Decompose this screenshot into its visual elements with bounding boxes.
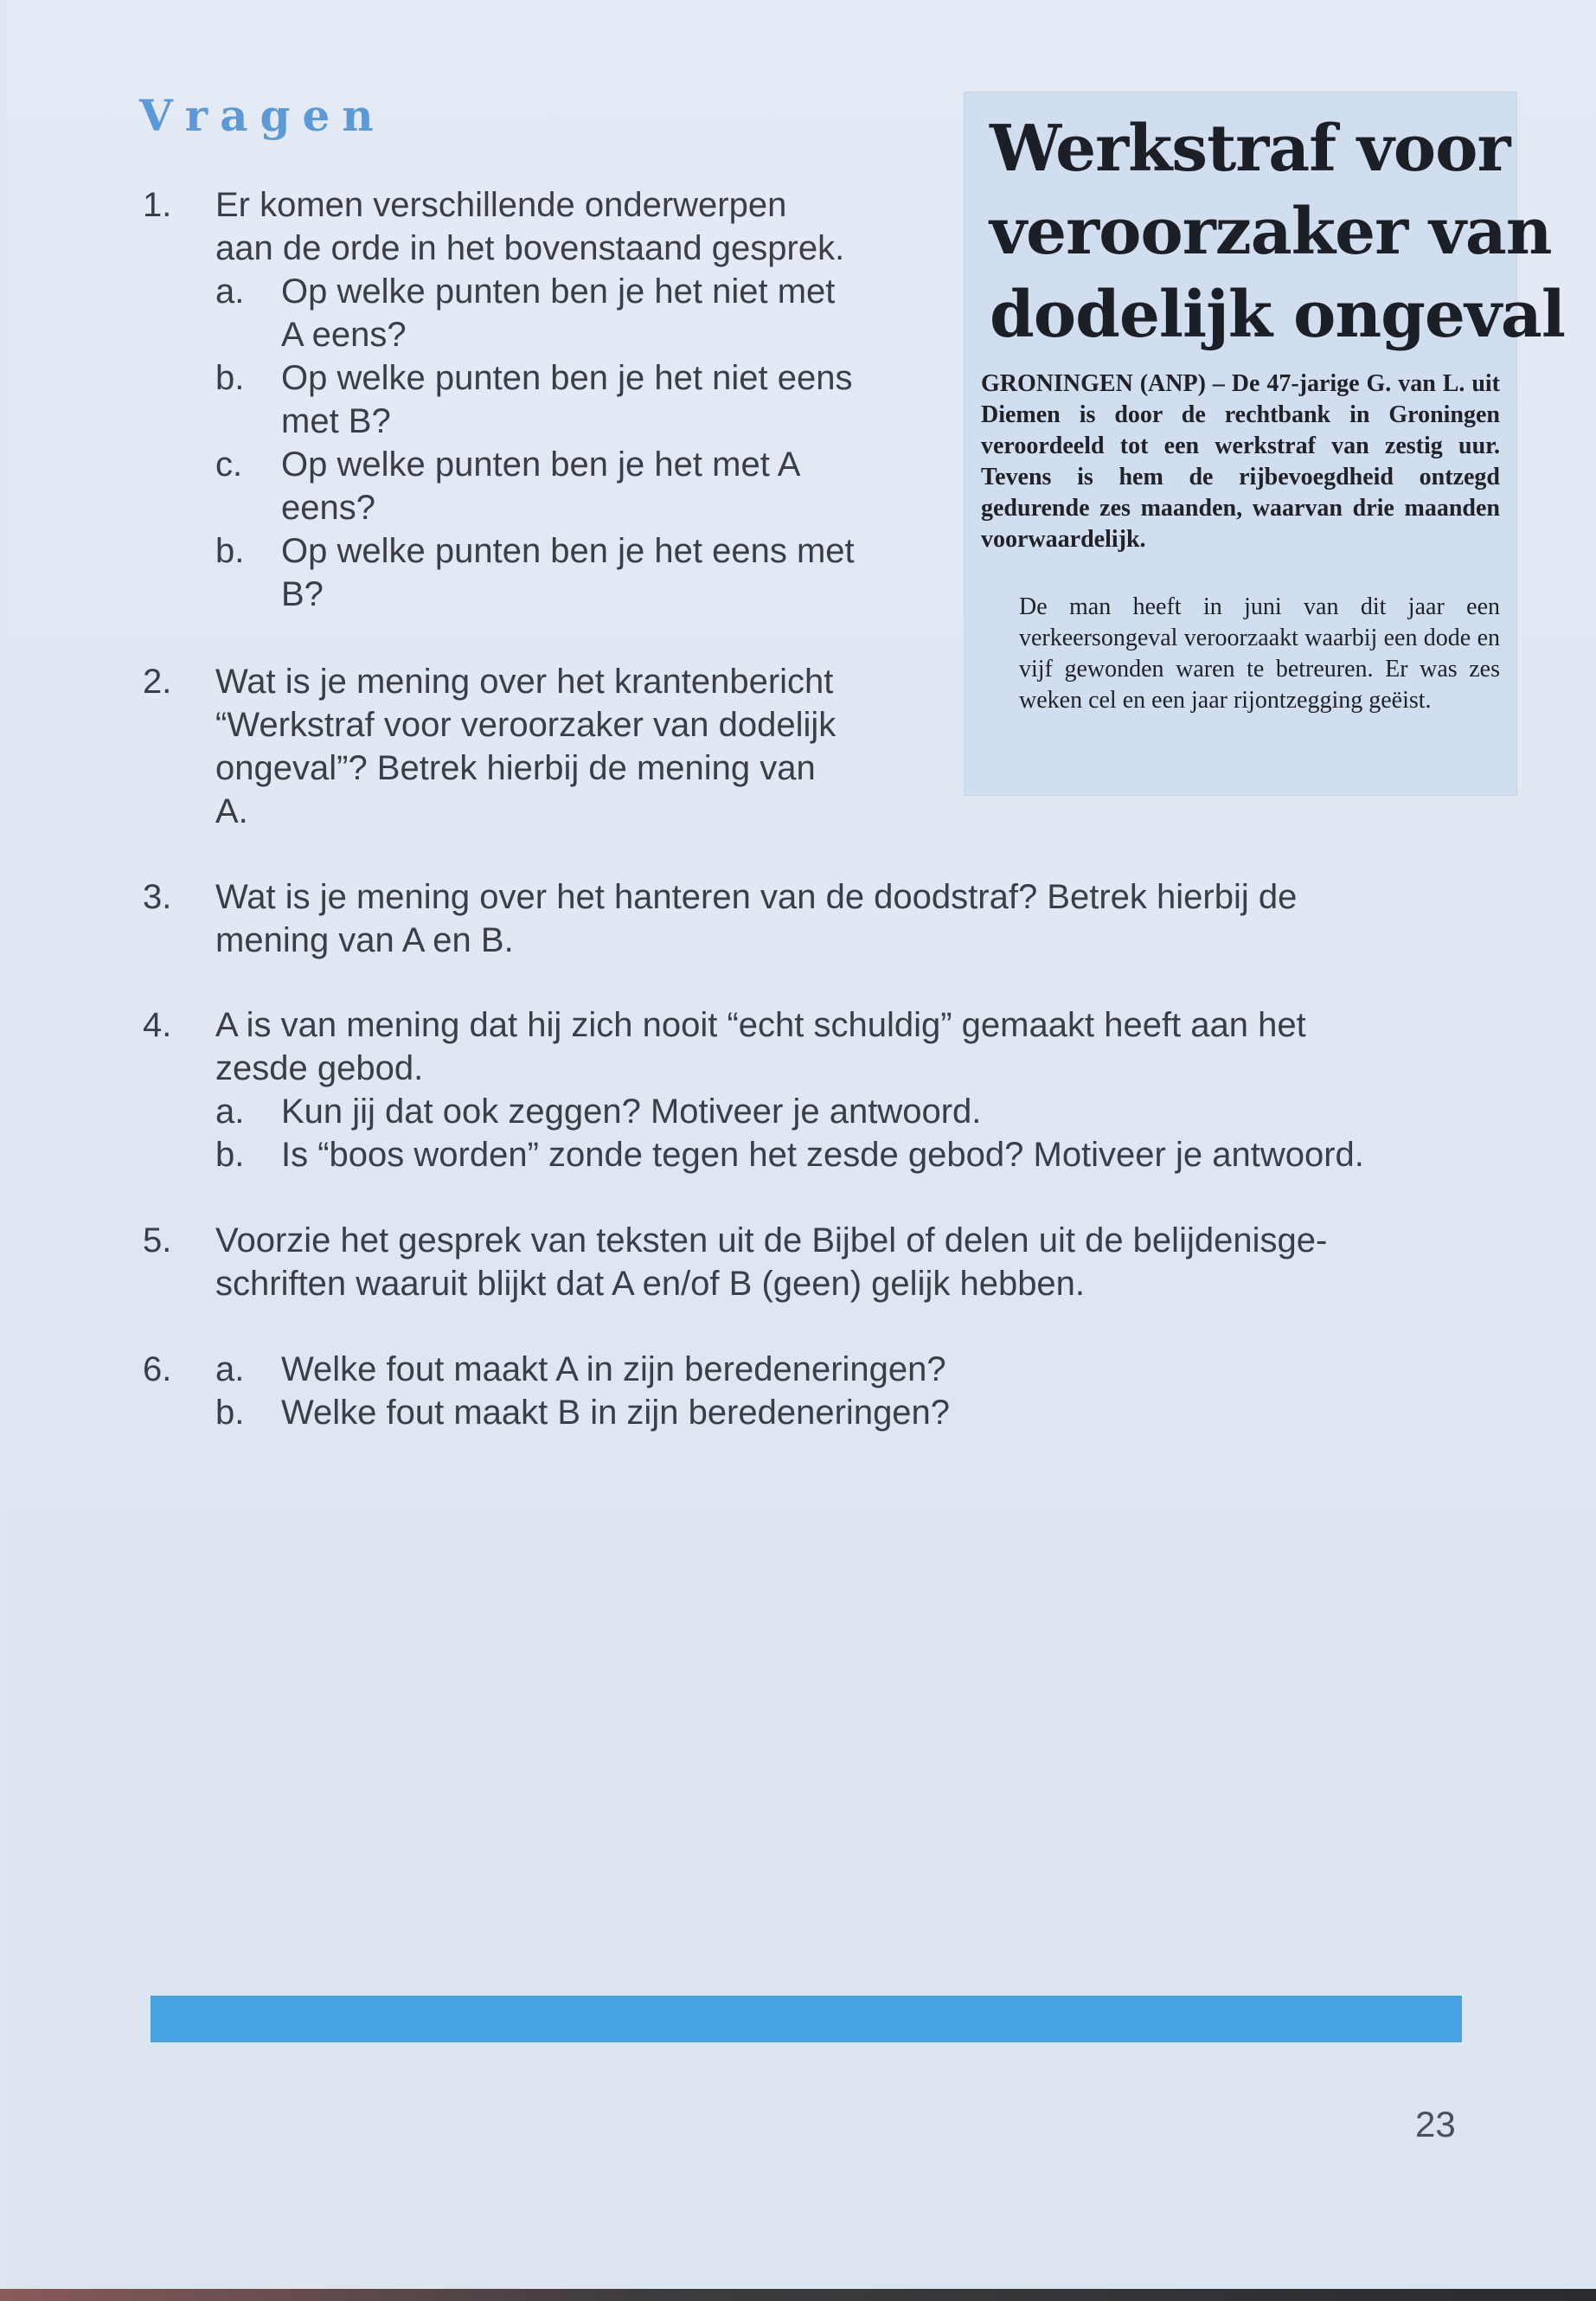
page-bottom-edge	[0, 2289, 1596, 2301]
question-5	[143, 1219, 1527, 1305]
question-text: Voorzie het gesprek van teksten uit de Bijbel of delen uit de belijdenisge- schriften waaruit blijkt dat A en/of B (geen) gelijk hebben.	[215, 1221, 1328, 1303]
clipping-headline: Werkstraf voor veroorzaker van dodelijk ongeval	[990, 112, 1565, 352]
question-number: 6.	[143, 1350, 172, 1388]
question-2	[143, 660, 921, 833]
page	[7, 0, 1596, 2289]
question-number: 3.	[143, 878, 172, 916]
question-number: 1.	[143, 186, 172, 224]
question-number: 4.	[143, 1006, 172, 1044]
question-text: Wat is je mening over het krantenbericht “Werkstraf voor veroorzaker van dodelijk ongeval”? Betrek hierbij de mening van A.	[215, 663, 836, 830]
decorative-bar	[151, 1996, 1462, 2042]
question-6: 6. a. Welke fout maakt A in zijn beredeneringen? b. Welke fout maakt B in zijn beredeneringen?	[143, 1348, 1181, 1434]
question-number: 5.	[143, 1221, 172, 1259]
newspaper-clipping	[964, 92, 1565, 796]
question-4: 4. A is van mening dat hij zich nooit “echt schuldig” gemaakt heeft aan het zesde gebod. a. Kun jij dat ook zeggen? Motiveer je antwoord. b. Is “boos worden” zonde tegen het zesde gebod? Motiveer je antwoord.	[143, 1003, 1527, 1176]
question-number: 2.	[143, 663, 172, 701]
question-text: Wat is je mening over het hanteren van de doodstraf? Betrek hierbij de mening van A en B.	[215, 878, 1298, 959]
clipping-lead: GRONINGEN (ANP) – De 47-jarige G. van L. uit Diemen is door de rechtbank in Groningen veroordeeld tot een werkstraf van zestig uur. Tevens is hem de rijbevoegdheid ontzegd gedurende zes maanden, waarvan drie maanden voorwaardelijk.	[981, 370, 1500, 553]
clipping-body: De man heeft in juni van dit jaar een verkeersongeval veroorzaakt waarbij een dode en vijf gewonden waren te betreuren. Er was zes weken cel en een jaar rijontzegging geëist.	[1019, 593, 1500, 714]
question-text: Er komen verschillende onderwerpen aan de orde in het bovenstaand gesprek.	[215, 186, 845, 267]
question-text: A is van mening dat hij zich nooit “echt schuldig” gemaakt heeft aan het zesde gebod.	[215, 1006, 1306, 1087]
page-number: 23	[1415, 2104, 1456, 2144]
question-3	[143, 875, 1484, 962]
section-heading: Vragen	[139, 90, 386, 141]
question-1: 1. Er komen verschillende onderwerpen aan de orde in het bovenstaand gesprek. a. Op welke punten ben je het niet met A eens? b. Op welke punten ben je het niet eens met B? c. Op welke punten ben je het met A eens? b. Op welke punten ben je het eens met B?	[143, 183, 921, 616]
